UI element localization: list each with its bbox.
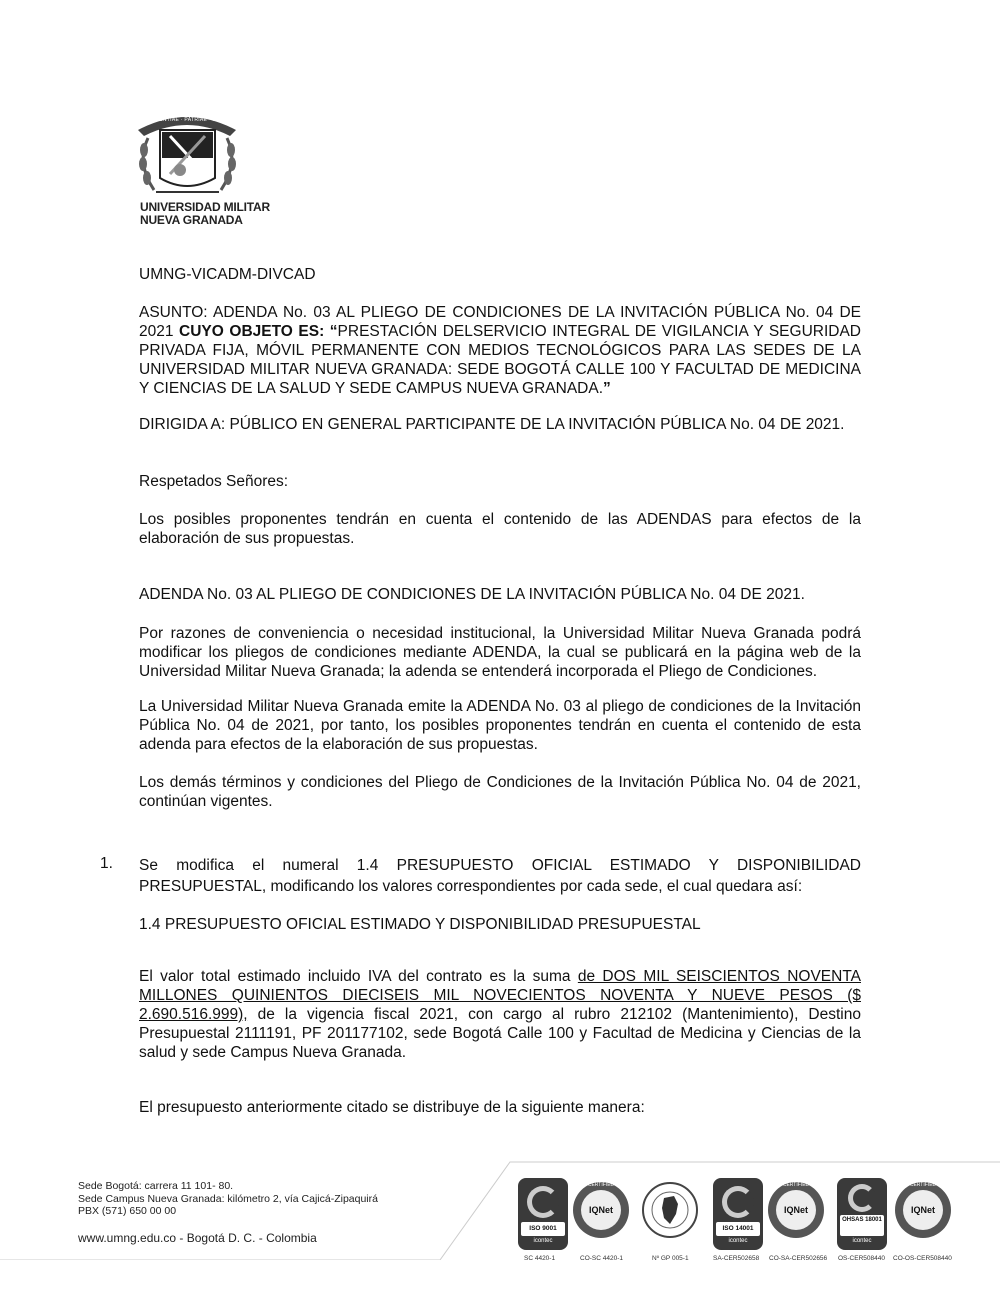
cert-code-4: SA-CER502658 bbox=[713, 1255, 760, 1262]
iqnet-seal-icon: IQNet bbox=[903, 1190, 943, 1230]
addendum-title: ADENDA No. 03 AL PLIEGO DE CONDICIONES DE LA INVITACIÓN PÚBLICA No. 04 DE 2021. bbox=[139, 586, 805, 603]
cert-seal-7: IQNet CERTIFIED bbox=[895, 1182, 951, 1238]
salutation: Respetados Señores: bbox=[139, 473, 289, 490]
footer-website[interactable]: www.umng.edu.co - Bogotá D. C. - Colombia bbox=[78, 1231, 317, 1245]
paragraph-1: Los posibles proponentes tendrán en cuenta el contenido de las ADENDAS para efectos de la elaboración de sus propuestas. bbox=[139, 511, 861, 547]
university-logo bbox=[130, 108, 270, 233]
logo-motto: SCIENTIAE · PATRIAE · FAMILIAE bbox=[150, 117, 238, 123]
logo-line-2: NUEVA GRANADA bbox=[140, 213, 243, 227]
footer-address bbox=[78, 1180, 378, 1218]
distribution-paragraph: El presupuesto anteriormente citado se distribuye de la siguiente manera: bbox=[139, 1099, 645, 1116]
footer-phone: PBX (571) 650 00 00 bbox=[78, 1205, 177, 1217]
list-item-1: Se modifica el numeral 1.4 PRESUPUESTO OFICIAL ESTIMADO Y DISPONIBILIDAD PRESUPUESTAL, modificando los valores correspondientes por cada sede, el cual quedara así: bbox=[139, 857, 861, 895]
section-title: 1.4 PRESUPUESTO OFICIAL ESTIMADO Y DISPONIBILIDAD PRESUPUESTAL bbox=[139, 916, 701, 933]
footer-address-bogota: Sede Bogotá: carrera 11 101- 80. bbox=[78, 1180, 234, 1192]
cert-seal-5: IQNet CERTIFIED bbox=[768, 1182, 824, 1238]
icontec-seal-icon bbox=[722, 1186, 754, 1218]
cert-seal-2: IQNet CERTIFIED bbox=[573, 1182, 629, 1238]
iqnet-seal-icon: IQNet bbox=[776, 1190, 816, 1230]
paragraph-4: Los demás términos y condiciones del Pliego de Condiciones de la Invitación Pública No. 04 de 2021, continúan vigentes. bbox=[139, 774, 861, 810]
cert-code-2: CO-SC 4420-1 bbox=[580, 1255, 623, 1262]
logo-line-1: UNIVERSIDAD MILITAR bbox=[140, 200, 270, 214]
cert-seal-3 bbox=[642, 1182, 698, 1238]
cert-seal-1: ISO 9001 icontec bbox=[518, 1178, 568, 1250]
cert-seal-6: OHSAS 18001 icontec bbox=[837, 1178, 887, 1250]
colombia-map-seal-icon bbox=[644, 1184, 696, 1236]
cert-code-3: Nº GP 005-1 bbox=[652, 1255, 689, 1262]
cert-code-5: CO-SA-CER502656 bbox=[769, 1255, 828, 1262]
paragraph-2: Por razones de conveniencia o necesidad institucional, la Universidad Militar Nueva Granada podrá modificar los pliegos de condiciones mediante ADENDA, la cual se publicará en la página web de la Universidad Militar Nueva Granada; la adenda se entenderá incorporada el Pliego de Condiciones. bbox=[139, 625, 861, 680]
icontec-seal-icon bbox=[848, 1184, 876, 1212]
footer-address-campus: Sede Campus Nueva Granada: kilómetro 2, vía Cajicá-Zipaquirá bbox=[78, 1192, 378, 1205]
paragraph-3: La Universidad Militar Nueva Granada emite la ADENDA No. 03 al pliego de condiciones de la Invitación Pública No. 04 de 2021, por tanto, los posibles proponentes tendrán en cuenta el contenido de esta adenda para efectos de la elaboración de sus propuestas. bbox=[139, 698, 861, 753]
cert-code-7: CO-OS-CER508440 bbox=[893, 1255, 952, 1262]
subject-paragraph: ASUNTO: ADENDA No. 03 AL PLIEGO DE CONDICIONES DE LA INVITACIÓN PÚBLICA No. 04 DE 2021 CUYO OBJETO ES: “PRESTACIÓN DELSERVICIO INTEGRAL DE VIGILANCIA Y SEGURIDAD PRIVADA FIJA, MÓVIL PERMANENTE CON MEDIOS TECNOLÓGICOS PARA LAS SEDES DE LA UNIVERSIDAD MILITAR NUEVA GRANADA: SEDE BOGOTÁ CALLE 100 Y FACULTAD DE MEDICINA Y CIENCIAS DE LA SALUD Y SEDE CAMPUS NUEVA GRANADA.” bbox=[139, 304, 861, 397]
cert-code-6: OS-CER508440 bbox=[838, 1255, 885, 1262]
document-reference: UMNG-VICADM-DIVCAD bbox=[139, 266, 316, 283]
cert-seal-4: ISO 14001 icontec bbox=[713, 1178, 763, 1250]
budget-paragraph: El valor total estimado incluido IVA del contrato es la suma de DOS MIL SEISCIENTOS NOVENTA MILLONES QUINIENTOS DIECISEIS MIL NOVECIENTOS NOVENTA Y NUEVE PESOS ($ 2.690.516.999), de la vigencia fiscal 2021, con cargo al rubro 212102 (Mantenimiento), Destino Presupuestal 2111191, PF 201177102, sede Bogotá Calle 100 y Facultad de Medicina y Ciencias de la salud y sede Campus Nueva Granada. bbox=[139, 968, 861, 1061]
addressed-to: DIRIGIDA A: PÚBLICO EN GENERAL PARTICIPANTE DE LA INVITACIÓN PÚBLICA No. 04 DE 2021. bbox=[139, 416, 845, 433]
icontec-seal-icon bbox=[527, 1186, 559, 1218]
cert-code-1: SC 4420-1 bbox=[524, 1255, 556, 1262]
iqnet-seal-icon: IQNet bbox=[581, 1190, 621, 1230]
list-item-number: 1. bbox=[100, 855, 113, 872]
